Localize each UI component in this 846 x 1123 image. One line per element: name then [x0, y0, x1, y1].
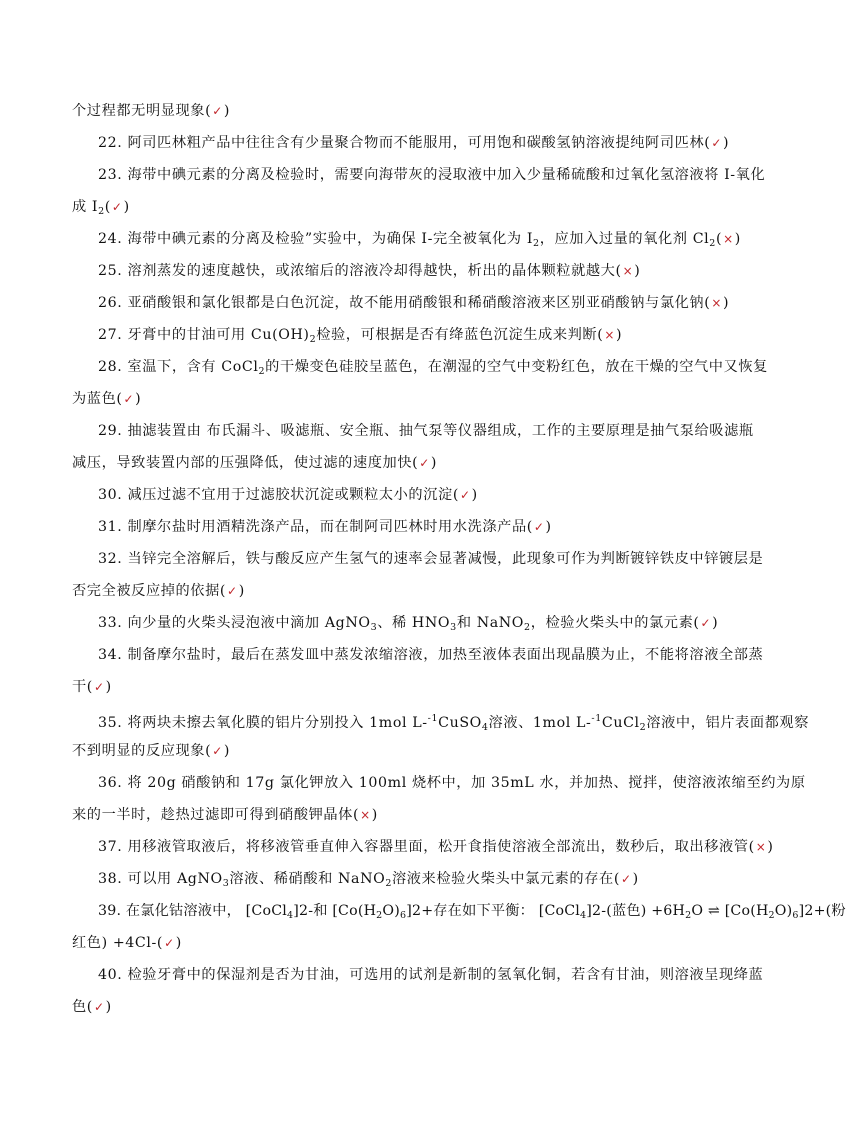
item-39-cont: 红色) +4Cl-(✓) — [72, 935, 182, 951]
item-34-cont: 干(✓) — [72, 679, 112, 695]
check-mark: ✓ — [711, 136, 722, 150]
item-35-cont: 不到明显的反应现象(✓) — [72, 743, 231, 759]
item-29: 29. 抽滤装置由 布氏漏斗、吸滤瓶、安全瓶、抽气泵等仪器组成，工作的主要原理是抽气泵给吸滤瓶 — [98, 423, 754, 439]
item-26: 26. 亚硝酸银和氯化银都是白色沉淀，故不能用硝酸银和稀硝酸溶液来区别亚硝酸钠与氯化钠(×) — [98, 295, 730, 311]
item-28-cont: 为蓝色(✓) — [72, 391, 142, 407]
item-32: 32. 当锌完全溶解后，铁与酸反应产生氢气的速率会显著减慢，此现象可作为判断镀锌铁皮中锌镀层是 — [98, 551, 764, 567]
cross-mark: × — [755, 840, 767, 854]
item-36-cont: 来的一半时，趁热过滤即可得到硝酸钾晶体(×) — [72, 807, 378, 823]
cross-mark: × — [360, 808, 371, 822]
item-23: 23. 海带中碘元素的分离及检验时，需要向海带灰的浸取液中加入少量稀硫酸和过氧化氢溶液将 I-氧化 — [98, 167, 766, 183]
check-mark: ✓ — [533, 520, 545, 534]
item-23-cont: 成 $I_2(✓)$ — [72, 199, 130, 217]
item-28: 28. 室温下，含有 CoCl$_2$的干燥变色硅胶呈蓝色，在潮湿的空气中变粉红色，放在干燥的空气中又恢复 — [98, 359, 768, 377]
item-33: 33. 向少量的火柴头浸泡液中滴加 AgNO$_3$、稀 $HNO_3$和 NaNO$_2$，检验火柴头中的氯元素(✓) — [98, 615, 719, 633]
item-32-cont: 否完全被反应掉的依据(✓) — [72, 583, 245, 599]
check-mark: ✓ — [164, 936, 175, 950]
cross-mark: × — [604, 328, 615, 342]
item-40-cont: 色(✓) — [72, 999, 112, 1015]
item-35: 35. 将两块未擦去氧化膜的铝片分别投入 1mol L-$^{-1}$CuSO$_4$溶液、1mol L-$^{-1}$CuCl$_2$溶液中，铝片表面都观察 — [98, 713, 809, 733]
check-mark: ✓ — [459, 488, 471, 502]
cross-mark: × — [723, 232, 734, 246]
item-29-cont: 减压，导致装置内部的压强降低，使过滤的速度加快(✓) — [72, 455, 438, 471]
item-27: 27. 牙膏中的甘油可用 $Cu(OH)_2$检验，可根据是否有绛蓝色沉淀生成来判断(×) — [98, 327, 623, 345]
item-39: 39. 在氯化钴溶液中， [CoCl$_4$]2-和 $[Co(H_2O)_6]2+$存在如下平衡： [CoCl$_4$]2-(蓝色) $+6H_2O$ ⇌ $[Co(H_2O)_6]2+$(粉 — [98, 903, 846, 921]
check-mark: ✓ — [93, 680, 105, 694]
check-mark: ✓ — [212, 104, 223, 118]
item-25: 25. 溶剂蒸发的速度越快，或浓缩后的溶液冷却得越快，析出的晶体颗粒就越大(×) — [98, 263, 641, 279]
item-30: 30. 减压过滤不宜用于过滤胶状沉淀或颗粒太小的沉淀(✓) — [98, 487, 478, 503]
check-mark: ✓ — [419, 456, 430, 470]
check-mark: ✓ — [212, 744, 223, 758]
check-mark: ✓ — [620, 872, 632, 886]
item-37: 37. 用移液管取液后，将移液管垂直伸入容器里面，松开食指使溶液全部流出，数秒后，取出移液管(×) — [98, 839, 774, 855]
cross-mark: × — [711, 296, 722, 310]
item-34: 34. 制备摩尔盐时，最后在蒸发皿中蒸发浓缩溶液，加热至液体表面出现晶膜为止，不能将溶液全部蒸 — [98, 647, 764, 663]
item-31: 31. 制摩尔盐时用酒精洗涤产品，而在制阿司匹林时用水洗涤产品(✓) — [98, 519, 552, 535]
item-40: 40. 检验牙膏中的保湿剂是否为甘油，可选用的试剂是新制的氢氧化铜，若含有甘油，则溶液呈现绛蓝 — [98, 967, 764, 983]
check-mark: ✓ — [123, 392, 135, 406]
item-21-cont: 个过程都无明显现象(✓) — [72, 103, 231, 119]
check-mark: ✓ — [111, 200, 123, 214]
cross-mark: × — [622, 264, 634, 278]
item-22: 22. 阿司匹林粗产品中往往含有少量聚合物而不能服用，可用饱和碳酸氢钠溶液提纯阿司匹林(✓) — [98, 135, 730, 151]
item-36: 36. 将 20g 硝酸钠和 17g 氯化钾放入 100ml 烧杯中，加 35mL 水，并加热、搅拌，使溶液浓缩至约为原 — [98, 775, 806, 791]
check-mark: ✓ — [700, 616, 712, 630]
item-38: 38. 可以用 AgNO$_3$溶液、稀硝酸和 NaNO$_2$溶液来检验火柴头中氯元素的存在(✓) — [98, 871, 639, 889]
check-mark: ✓ — [227, 584, 238, 598]
item-24: 24. 海带中碘元素的分离及检验”实验中，为确保 I-完全被氧化为 $I_2$，应加入过量的氧化剂 $Cl_2(\times)$ — [98, 231, 741, 249]
check-mark: ✓ — [93, 1000, 105, 1014]
